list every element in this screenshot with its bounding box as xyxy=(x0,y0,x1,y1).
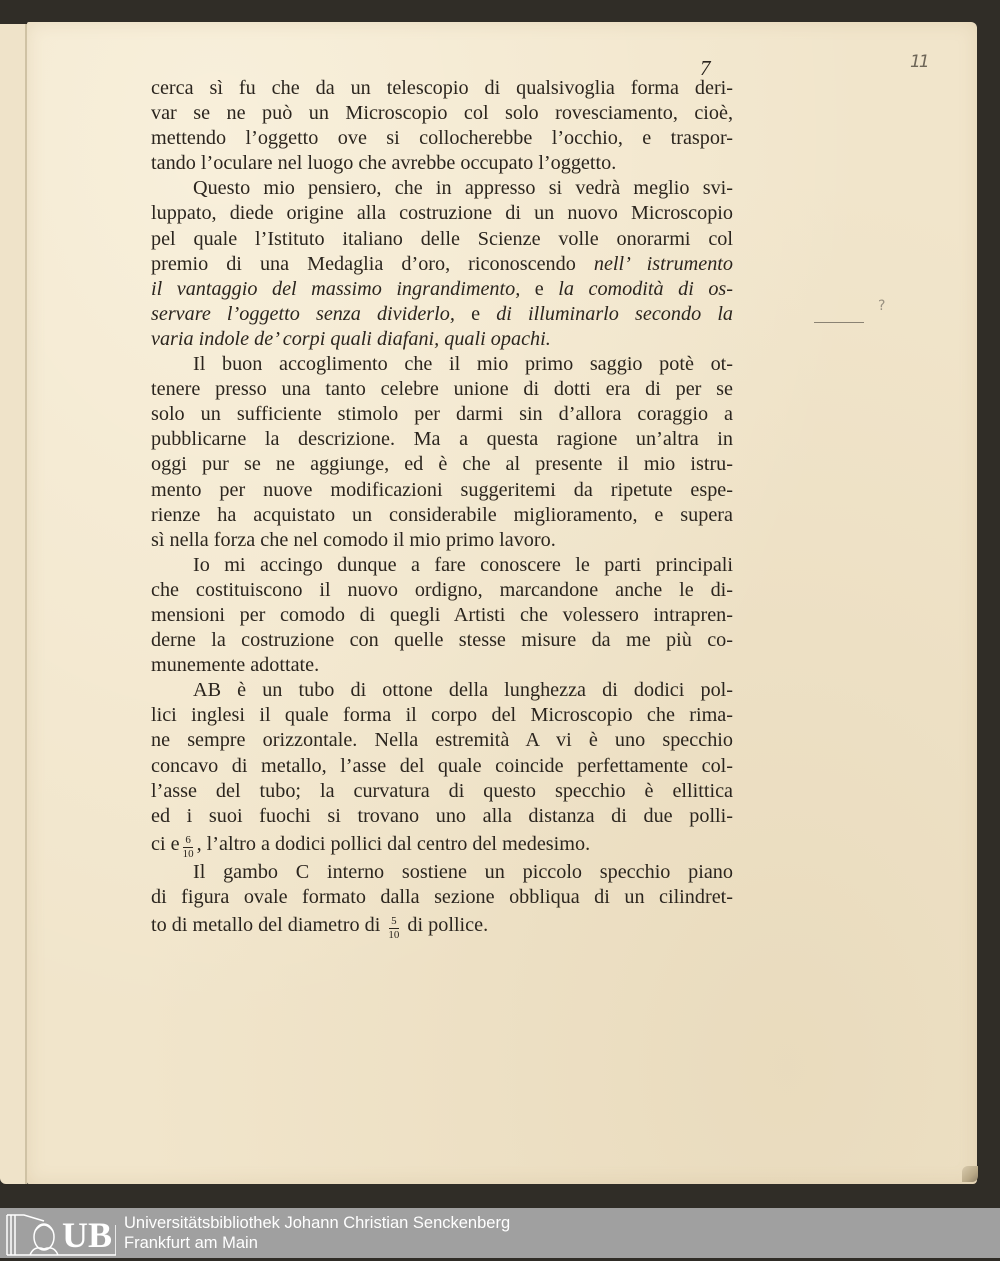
text-line: ed i suoi fuochi si trovano uno alla distanza di due polli- xyxy=(151,804,733,827)
text-line xyxy=(151,277,733,302)
text-italic: il vantaggio del massimo ingrandimento, xyxy=(151,277,521,300)
text-line: pubblicarne la descrizione. Ma a questa ragione un’altra in xyxy=(151,428,733,451)
text-line: cerca sì fu che da un telescopio di qualsivoglia forma deri- xyxy=(151,77,733,99)
fraction-denominator: 10 xyxy=(182,847,194,860)
pencil-margin-mark xyxy=(814,322,864,323)
text-roman: premio di una Medaglia d’oro, riconoscendo xyxy=(151,252,576,275)
text-line: di figura ovale formato dalla sezione obbliqua di un cilindret- xyxy=(151,885,733,908)
fraction xyxy=(388,916,399,941)
text-roman: to di metallo del diametro di xyxy=(151,914,381,936)
text-line: tando l’oculare nel luogo che avrebbe occupato l’oggetto. xyxy=(151,152,617,175)
text-roman: di pollice. xyxy=(407,914,489,936)
text-line: ne sempre orizzontale. Nella estremità A vi è uno specchio xyxy=(151,729,733,752)
fraction-numerator: 6 xyxy=(185,833,191,846)
fraction-denominator: 10 xyxy=(388,928,400,941)
text-line xyxy=(151,829,733,860)
text-line: AB è un tubo di ottone della lunghezza di dodici pol- xyxy=(193,679,733,702)
text-line: rienze ha acquistato un considerabile miglioramento, e supera xyxy=(151,503,733,526)
text-roman: ci e xyxy=(151,832,180,855)
text-line: Questo mio pensiero, che in appresso si vedrà meglio svi- xyxy=(193,177,733,200)
paragraph-6 xyxy=(151,860,733,941)
text-line: var se ne può un Microscopio col solo rovesciamento, cioè, xyxy=(151,102,733,125)
text-line: che costituiscono il nuovo ordigno, marcandone anche le di- xyxy=(151,578,733,601)
facing-page-edge xyxy=(0,24,27,1184)
text-line xyxy=(151,252,733,277)
text-italic: nell’ istrumento xyxy=(593,252,734,275)
text-line xyxy=(151,302,733,327)
text-line: l’asse del tubo; la curvatura di questo specchio è ellittica xyxy=(151,779,733,802)
ub-logo[interactable] xyxy=(4,1211,116,1256)
page-number: 7 xyxy=(700,56,711,80)
pencil-margin-query: ? xyxy=(878,298,886,314)
text-line: oggi pur se ne aggiunge, ed è che al presente il mio istru- xyxy=(151,453,733,476)
library-location: Frankfurt am Main xyxy=(124,1234,258,1252)
text-roman: e xyxy=(471,302,481,325)
logo-text: UB xyxy=(62,1215,113,1255)
text-line: mettendo l’oggetto ove si collocherebbe l’occhio, e traspor- xyxy=(151,127,733,150)
paragraph-2 xyxy=(151,176,733,352)
paragraph-1 xyxy=(151,76,733,176)
text-line: lici inglesi il quale forma il corpo del Microscopio che rima- xyxy=(151,704,733,727)
body-text xyxy=(151,76,733,941)
text-roman: , l’altro a dodici pollici dal centro del medesimo. xyxy=(196,832,591,855)
text-line: sì nella forza che nel comodo il mio primo lavoro. xyxy=(151,528,556,551)
library-name: Universitätsbibliothek Johann Christian Senckenberg xyxy=(124,1214,511,1232)
text-line: munemente adottate. xyxy=(151,654,320,677)
text-line: solo un sufficiente stimolo per darmi sin d’allora coraggio a xyxy=(151,403,733,426)
text-line: Io mi accingo dunque a fare conoscere le parti principali xyxy=(193,553,733,576)
paragraph-4 xyxy=(151,553,733,678)
pencil-folio-note: 11 xyxy=(910,52,928,72)
paragraph-5 xyxy=(151,678,733,860)
text-line: Il buon accoglimento che il mio primo saggio potè ot- xyxy=(193,353,733,376)
page-corner-fold xyxy=(962,1166,978,1182)
text-italic: di illuminarlo secondo la xyxy=(496,302,734,325)
text-italic: la comodità di os- xyxy=(558,277,734,300)
library-footer xyxy=(0,1208,1000,1258)
text-line: luppato, diede origine alla costruzione di un nuovo Microscopio xyxy=(151,202,733,225)
text-italic: servare l’oggetto senza dividerlo, xyxy=(151,302,455,325)
text-line: tenere presso una tanto celebre unione di dotti era di per se xyxy=(151,378,733,401)
text-line: Il gambo C interno sostiene un piccolo specchio piano xyxy=(193,860,733,883)
fraction-numerator: 5 xyxy=(391,914,397,927)
text-line: mensioni per comodo di quegli Artisti che volessero intrapren- xyxy=(151,603,733,626)
text-line: concavo di metallo, l’asse del quale coincide perfettamente col- xyxy=(151,754,733,777)
paragraph-3 xyxy=(151,352,733,553)
fraction xyxy=(183,835,194,860)
text-line xyxy=(151,910,733,941)
text-roman: e xyxy=(534,277,544,300)
text-line: pel quale l’Istituto italiano delle Scienze volle onorarmi col xyxy=(151,227,733,250)
text-line: derne la costruzione con quelle stesse misure da me più co- xyxy=(151,629,733,652)
text-line: varia indole de’ corpi quali diafani, quali opachi. xyxy=(151,327,551,350)
text-line: mento per nuove modificazioni suggeritemi da ripetute espe- xyxy=(151,478,733,501)
